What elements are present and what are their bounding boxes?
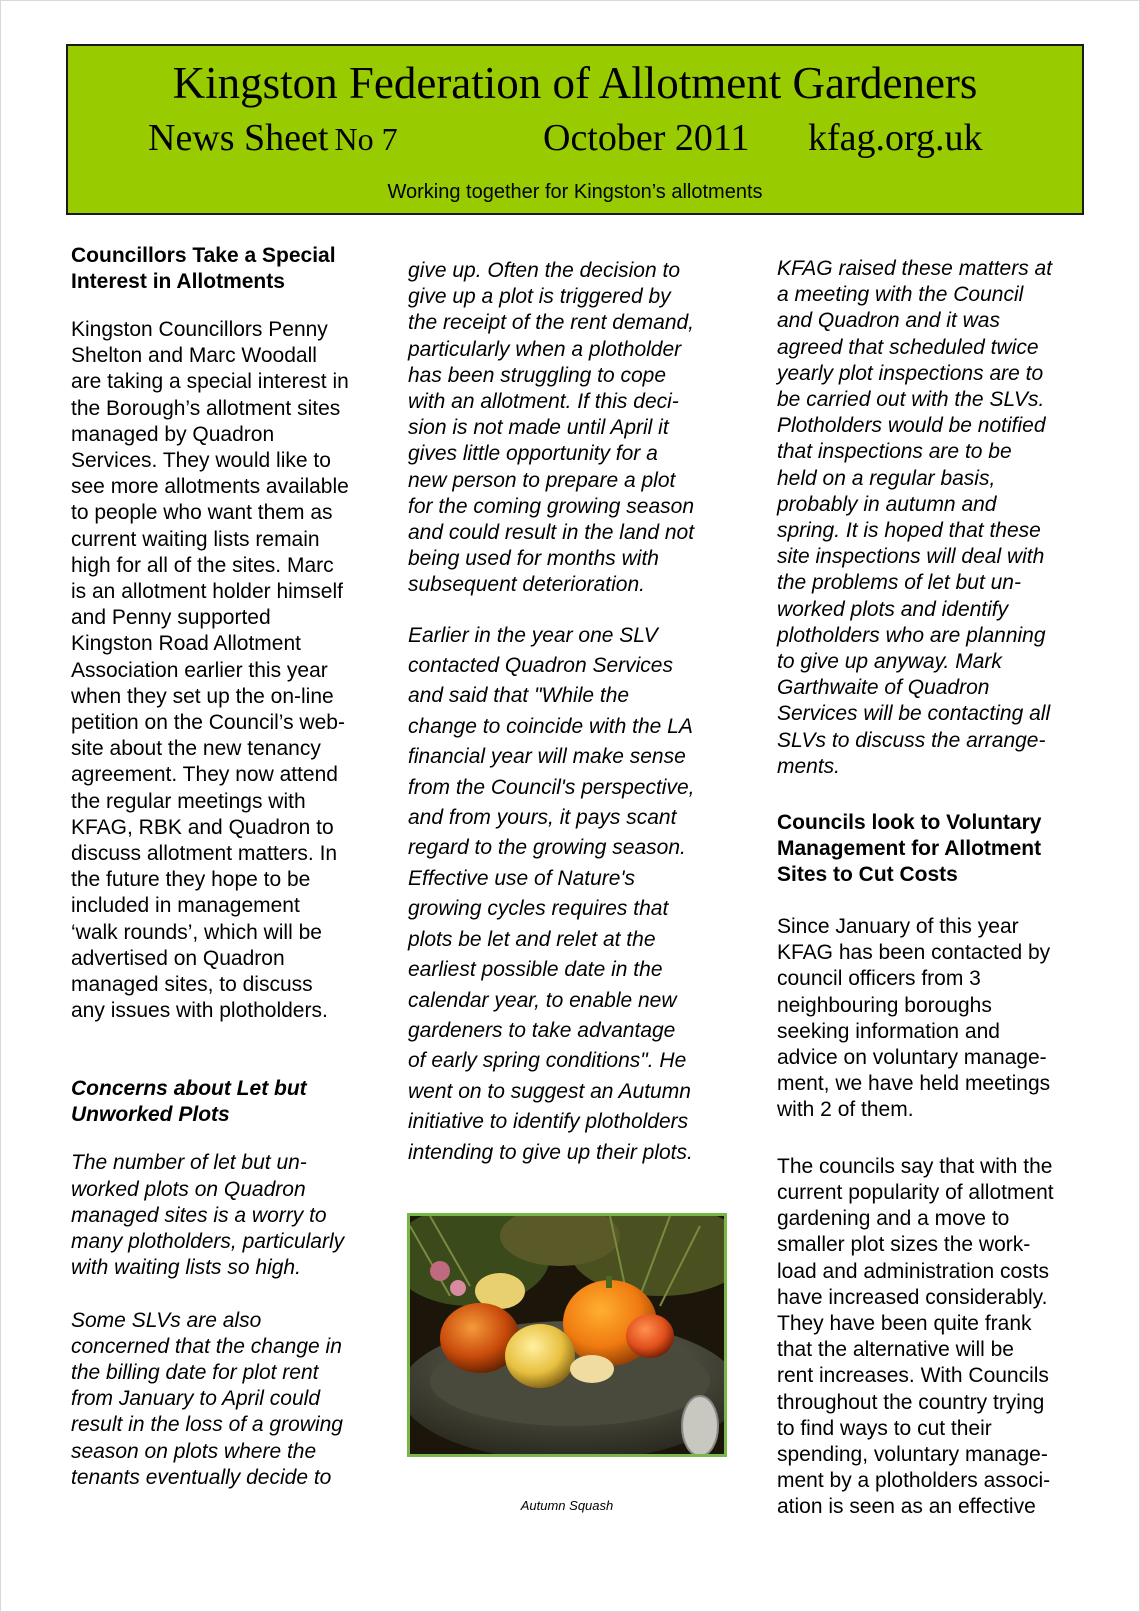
text-line: from the Council's perspective,: [408, 775, 695, 799]
column-3: [777, 256, 1087, 1521]
masthead-title: Kingston Federation of Allotment Gardeners: [172, 58, 978, 108]
text-line: the billing date for plot rent: [71, 1360, 319, 1384]
text-line: Shelton and Marc Woodall: [71, 344, 317, 368]
heading-line: Management for Allotment: [777, 837, 1042, 861]
text-line: managed sites, to discuss: [71, 973, 313, 997]
text-line: see more allotments available: [71, 475, 349, 499]
text-line: went on to suggest an Autumn: [408, 1079, 691, 1103]
text-line: calendar year, to enable new: [408, 988, 677, 1012]
text-line: give up. Often the decision to: [408, 259, 681, 282]
issue-number: No 7: [334, 121, 398, 157]
text-line: Some SLVs are also: [71, 1308, 262, 1332]
text-line: tenants eventually decide to: [71, 1465, 332, 1489]
text-line: earliest possible date in the: [408, 958, 663, 982]
text-line: council officers from 3: [777, 967, 981, 991]
text-line: a meeting with the Council: [777, 283, 1024, 307]
paragraph-councils-say: [777, 1154, 1087, 1521]
text-line: Effective use of Nature's: [408, 866, 635, 890]
paragraph-slv-quote: [408, 621, 738, 1168]
issue-date: October 2011: [543, 117, 750, 159]
text-line: managed by Quadron: [71, 422, 275, 446]
heading-line: Interest in Allotments: [71, 270, 285, 293]
text-line: petition on the Council’s web-: [71, 711, 345, 735]
text-line: to people who want them as: [71, 501, 333, 525]
text-line: The councils say that with the: [777, 1154, 1053, 1178]
text-line: discuss allotment matters. In: [71, 842, 338, 866]
heading-councillors: [71, 243, 391, 295]
text-line: load and administration costs: [777, 1259, 1049, 1283]
text-line: Services. They would like to: [71, 449, 331, 473]
text-line: that inspections are to be: [777, 440, 1012, 464]
text-line: the regular meetings with: [71, 789, 306, 813]
text-line: throughout the country trying: [777, 1390, 1045, 1414]
website-url: kfag.org.uk: [808, 117, 983, 159]
text-line: be carried out with the SLVs.: [777, 388, 1045, 412]
text-line: being used for months with: [408, 547, 659, 571]
text-line: give up a plot is triggered by: [408, 285, 671, 309]
text-line: ment, we have held meetings: [777, 1072, 1051, 1096]
masthead-banner: [66, 44, 1084, 215]
text-line: the problems of let but un-: [777, 571, 1021, 595]
paragraph-give-up: [408, 258, 738, 599]
text-line: spending, voluntary manage-: [777, 1442, 1048, 1466]
heading-line: Concerns about Let but: [71, 1077, 307, 1101]
text-line: ation is seen as an effective: [777, 1495, 1036, 1519]
text-line: current popularity of allotment: [777, 1180, 1054, 1204]
column-1: [71, 243, 391, 1491]
paragraph-slv-concerns: [71, 1308, 391, 1491]
news-sheet-label: [148, 116, 398, 161]
text-line: regard to the growing season.: [408, 836, 686, 860]
text-line: to find ways to cut their: [777, 1416, 992, 1440]
text-line: many plotholders, particularly: [71, 1230, 345, 1254]
heading-concerns: [71, 1076, 391, 1128]
text-line: ments.: [777, 754, 841, 778]
text-line: advice on voluntary manage-: [777, 1046, 1047, 1070]
paragraph-unworked-plots: [71, 1150, 391, 1281]
text-line: They have been quite frank: [777, 1311, 1032, 1335]
text-line: Association earlier this year: [71, 658, 328, 682]
text-line: and could result in the land not: [408, 521, 695, 545]
text-line: that the alternative will be: [777, 1338, 1014, 1362]
text-line: agreement. They now attend: [71, 763, 338, 787]
text-line: gives little opportunity for a: [408, 442, 658, 466]
text-line: to give up anyway. Mark: [777, 650, 1002, 674]
heading-line: Sites to Cut Costs: [777, 863, 958, 887]
text-line: SLVs to discuss the arrange-: [777, 728, 1046, 752]
text-line: Since January of this year: [777, 915, 1019, 939]
text-line: agreed that scheduled twice: [777, 335, 1039, 359]
text-line: ment by a plotholders associ-: [777, 1469, 1051, 1493]
text-line: site about the new tenancy: [71, 737, 321, 761]
text-line: are taking a special interest in: [71, 370, 349, 394]
autumn-squash-photo: [407, 1213, 727, 1457]
text-line: and Penny supported: [71, 606, 271, 630]
text-line: KFAG has been contacted by: [777, 941, 1051, 965]
text-line: seeking information and: [777, 1019, 1000, 1043]
text-line: yearly plot inspections are to: [777, 361, 1044, 385]
text-line: and Quadron and it was: [777, 309, 1000, 333]
text-line: gardening and a move to: [777, 1207, 1010, 1231]
column-2: [408, 258, 738, 1168]
text-line: with 2 of them.: [777, 1098, 914, 1122]
paragraph-councillors: [71, 317, 391, 1024]
text-line: have increased considerably.: [777, 1285, 1048, 1309]
text-line: held on a regular basis,: [777, 466, 996, 490]
text-line: included in management: [71, 894, 300, 918]
heading-line: Councils look to Voluntary: [777, 811, 1042, 835]
heading-line: Councillors Take a Special: [71, 244, 336, 267]
text-line: advertised on Quadron: [71, 946, 285, 970]
text-line: of early spring conditions". He: [408, 1049, 687, 1073]
photo-caption: Autumn Squash: [520, 1498, 614, 1513]
text-line: plots be let and relet at the: [408, 927, 656, 951]
text-line: Garthwaite of Quadron: [777, 676, 990, 700]
paragraph-kfag-raised: [777, 256, 1087, 780]
text-line: has been struggling to cope: [408, 363, 667, 387]
text-line: financial year will make sense: [408, 745, 686, 769]
text-line: new person to prepare a plot: [408, 468, 676, 492]
text-line: when they set up the on-line: [71, 684, 334, 708]
text-line: plotholders who are planning: [777, 623, 1046, 647]
text-line: current waiting lists remain: [71, 527, 320, 551]
text-line: site inspections will deal with: [777, 545, 1045, 569]
text-line: KFAG, RBK and Quadron to: [71, 815, 334, 839]
text-line: The number of let but un-: [71, 1151, 307, 1175]
text-line: contacted Quadron Services: [408, 654, 673, 678]
text-line: spring. It is hoped that these: [777, 519, 1041, 543]
text-line: season on plots where the: [71, 1439, 317, 1463]
text-line: rent increases. With Councils: [777, 1364, 1049, 1388]
text-line: any issues with plotholders.: [71, 999, 328, 1023]
text-line: initiative to identify plotholders: [408, 1110, 689, 1134]
text-line: ‘walk rounds’, which will be: [71, 920, 322, 944]
text-line: high for all of the sites. Marc: [71, 553, 334, 577]
text-line: with waiting lists so high.: [71, 1256, 301, 1280]
text-line: the future they hope to be: [71, 868, 311, 892]
text-line: Services will be contacting all: [777, 702, 1051, 726]
text-line: Earlier in the year one SLV: [408, 623, 658, 647]
tagline: Working together for Kingston’s allotments: [387, 181, 763, 203]
text-line: probably in autumn and: [777, 492, 997, 516]
text-line: worked plots and identify: [777, 597, 1009, 621]
text-line: managed sites is a worry to: [71, 1203, 327, 1227]
text-line: gardeners to take advantage: [408, 1018, 676, 1042]
heading-line: Unworked Plots: [71, 1103, 230, 1127]
text-line: worked plots on Quadron: [71, 1177, 306, 1201]
text-line: and said that "While the: [408, 684, 630, 708]
text-line: intending to give up their plots.: [408, 1140, 693, 1164]
text-line: growing cycles requires that: [408, 897, 669, 921]
text-line: concerned that the change in: [71, 1334, 342, 1358]
text-line: particularly when a plotholder: [408, 337, 682, 361]
text-line: sion is not made until April it: [408, 416, 669, 440]
text-line: from January to April could: [71, 1387, 320, 1411]
text-line: for the coming growing season: [408, 494, 694, 518]
text-line: Plotholders would be notified: [777, 414, 1046, 438]
text-line: is an allotment holder himself: [71, 580, 343, 604]
text-line: with an allotment. If this deci-: [408, 390, 679, 414]
text-line: change to coincide with the LA: [408, 714, 693, 738]
paragraph-since-january: [777, 914, 1087, 1124]
text-line: Kingston Road Allotment: [71, 632, 301, 656]
heading-voluntary-management: [777, 810, 1087, 888]
news-sheet-text: News Sheet: [148, 117, 329, 159]
text-line: Kingston Councillors Penny: [71, 318, 328, 341]
text-line: neighbouring boroughs: [777, 993, 992, 1017]
text-line: the receipt of the rent demand,: [408, 311, 695, 335]
text-line: the Borough’s allotment sites: [71, 396, 341, 420]
text-line: KFAG raised these matters at: [777, 257, 1053, 280]
text-line: smaller plot sizes the work-: [777, 1233, 1031, 1257]
text-line: and from yours, it pays scant: [408, 806, 677, 830]
text-line: subsequent deterioration.: [408, 573, 645, 597]
text-line: result in the loss of a growing: [71, 1413, 343, 1437]
